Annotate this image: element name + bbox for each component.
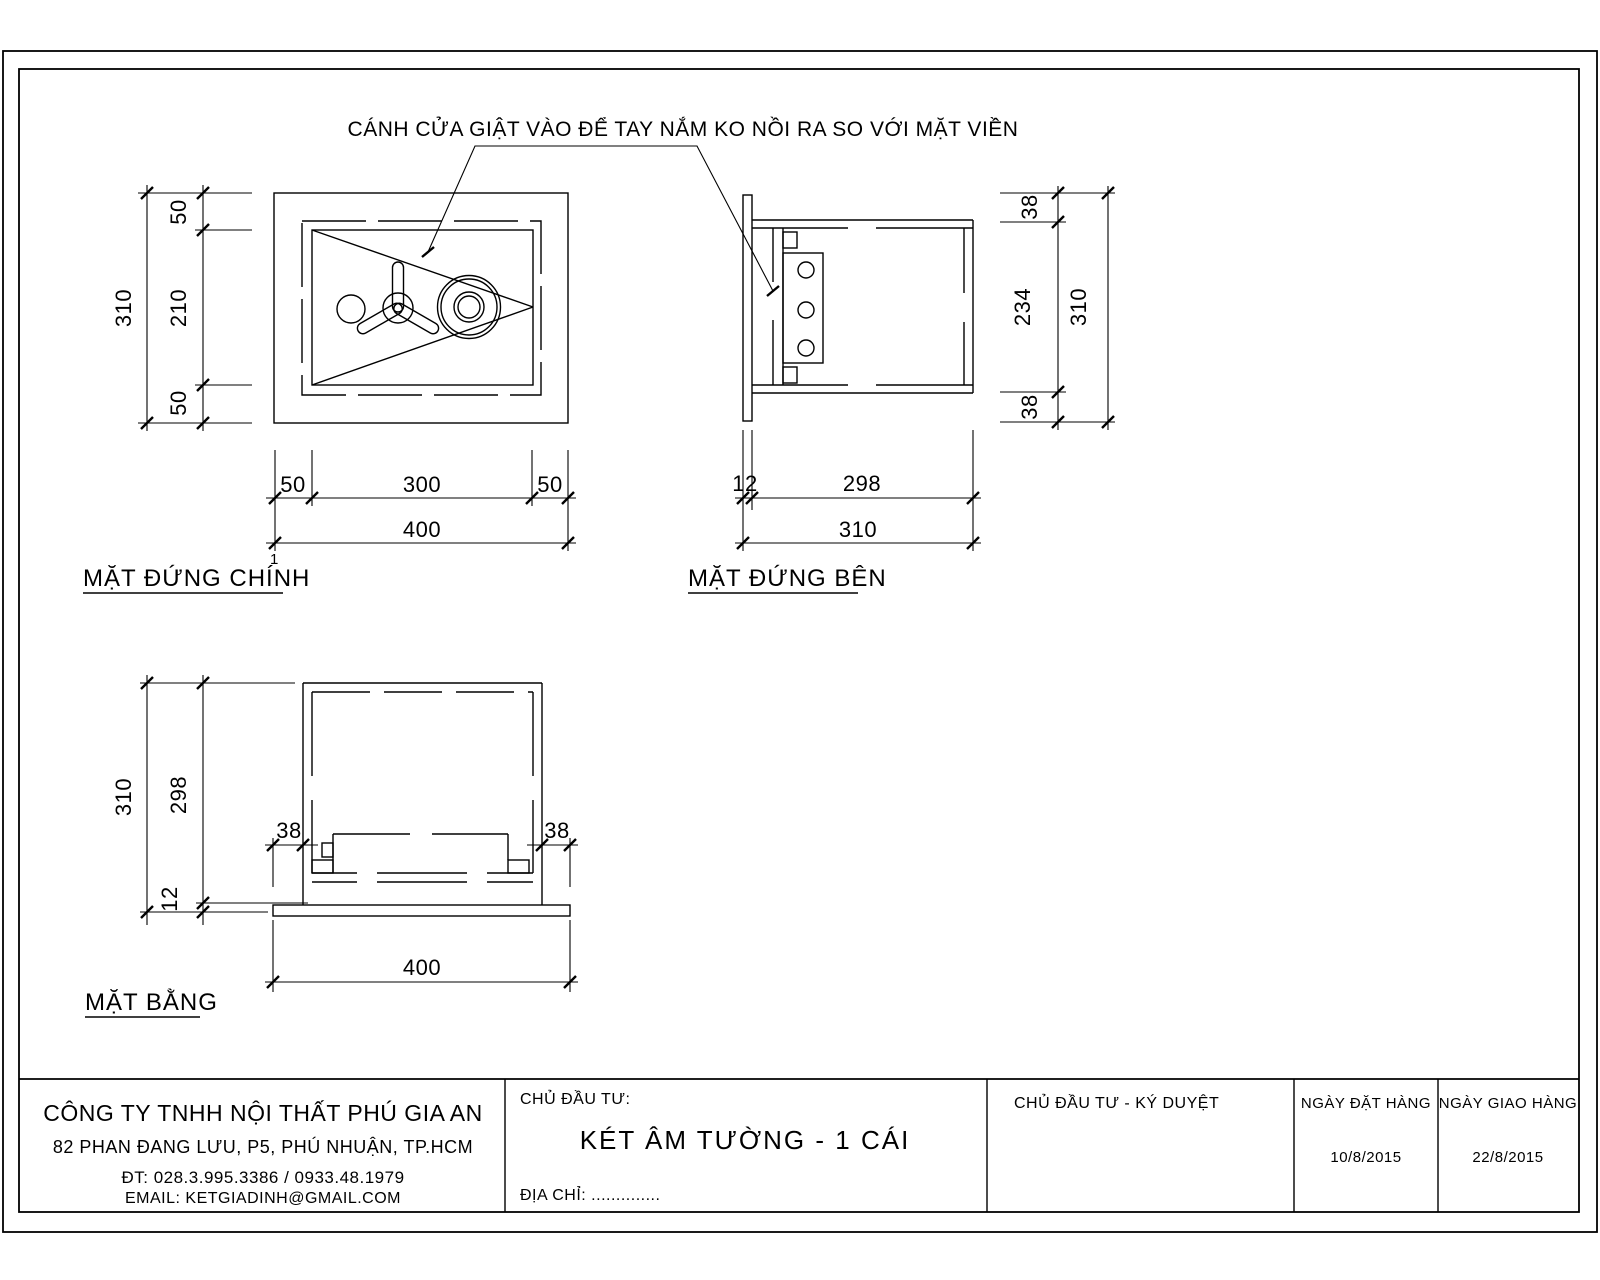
investor-label: CHỦ ĐẦU TƯ: — [520, 1091, 631, 1108]
front-view-dimensions — [111, 185, 576, 551]
side-dim-total-height: 310 — [1066, 287, 1091, 327]
company-block — [43, 1099, 482, 1207]
delivery-date-value: 22/8/2015 — [1472, 1149, 1544, 1166]
front-dim-door-width: 300 — [402, 472, 442, 497]
delivery-date-block — [1439, 1095, 1577, 1166]
hinge-plate — [783, 253, 823, 363]
leader-arrow-side — [767, 286, 779, 296]
side-view-label — [688, 565, 887, 593]
bolt-hole — [798, 302, 814, 318]
bolt-hole — [798, 262, 814, 278]
plan-view-linework — [273, 683, 570, 916]
company-address: 82 PHAN ĐANG LƯU, P5, PHÚ NHUẬN, TP.HCM — [52, 1137, 474, 1157]
plan-view-title: MẶT BẰNG — [85, 989, 218, 1016]
side-dim-body: 298 — [842, 471, 882, 496]
front-dim-total-height: 310 — [111, 288, 136, 328]
project-address-label: ĐỊA CHỈ: .............. — [520, 1187, 661, 1204]
company-name: CÔNG TY TNHH NỘI THẤT PHÚ GIA AN — [43, 1100, 483, 1126]
front-dim-top-border: 50 — [166, 199, 191, 225]
front-dim-left-border: 50 — [280, 472, 306, 497]
side-view-title: MẶT ĐỨNG BÊN — [688, 565, 887, 592]
drawing-title: KÉT ÂM TƯỜNG - 1 CÁI — [579, 1125, 911, 1155]
plan-dim-right-margin: 38 — [544, 818, 570, 843]
side-dim-plate: 12 — [732, 471, 758, 496]
side-dim-total-depth: 310 — [838, 517, 878, 542]
plan-dim-total-height: 310 — [111, 777, 136, 817]
front-dim-bottom-border: 50 — [166, 390, 191, 416]
plan-dim-plate: 12 — [157, 886, 182, 912]
plan-dim-body: 298 — [166, 775, 191, 815]
order-date-block — [1301, 1095, 1431, 1166]
annotation-text: CÁNH CỬA GIẬT VÀO ĐỂ TAY NẮM KO NỒI RA SO VỚI MẶT VIỀN — [347, 118, 1019, 141]
front-dim-total-width: 400 — [402, 517, 442, 542]
project-block — [520, 1089, 910, 1204]
base-plate — [273, 905, 570, 916]
front-view-title: MẶT ĐỨNG CHÍNH — [83, 565, 311, 592]
side-dim-mid: 234 — [1010, 287, 1035, 327]
front-view-linework — [274, 193, 568, 423]
side-dim-bottom: 38 — [1017, 394, 1042, 420]
bolt-hole — [798, 340, 814, 356]
side-view-linework — [743, 195, 973, 421]
plan-dim-left-margin: 38 — [276, 818, 302, 843]
front-dim-right-border: 50 — [537, 472, 563, 497]
delivery-date-label: NGÀY GIAO HÀNG — [1438, 1095, 1578, 1112]
order-date-value: 10/8/2015 — [1330, 1149, 1402, 1166]
order-date-label: NGÀY ĐẶT HÀNG — [1300, 1095, 1432, 1112]
company-phone: ĐT: 028.3.995.3386 / 0933.48.1979 — [121, 1168, 405, 1187]
handle — [355, 262, 440, 336]
side-view-dimensions — [732, 186, 1115, 551]
leader-line — [428, 146, 773, 291]
annotation-note — [348, 117, 1019, 296]
front-plate — [743, 195, 752, 421]
plan-view-label — [85, 988, 218, 1017]
front-view-label — [83, 551, 310, 593]
front-dim-door-height: 210 — [166, 288, 191, 328]
front-view-ref-mark: 1 — [270, 551, 279, 568]
company-email: EMAIL: KETGIADINH@GMAIL.COM — [125, 1190, 401, 1207]
approval-block — [1014, 1093, 1219, 1112]
leader-arrow-front — [422, 247, 434, 257]
approval-label: CHỦ ĐẦU TƯ - KÝ DUYỆT — [1014, 1095, 1220, 1112]
side-dim-top: 38 — [1017, 194, 1042, 220]
plan-dim-total-width: 400 — [402, 955, 442, 980]
title-block — [19, 1079, 1579, 1212]
keyhole-circle — [337, 295, 365, 323]
